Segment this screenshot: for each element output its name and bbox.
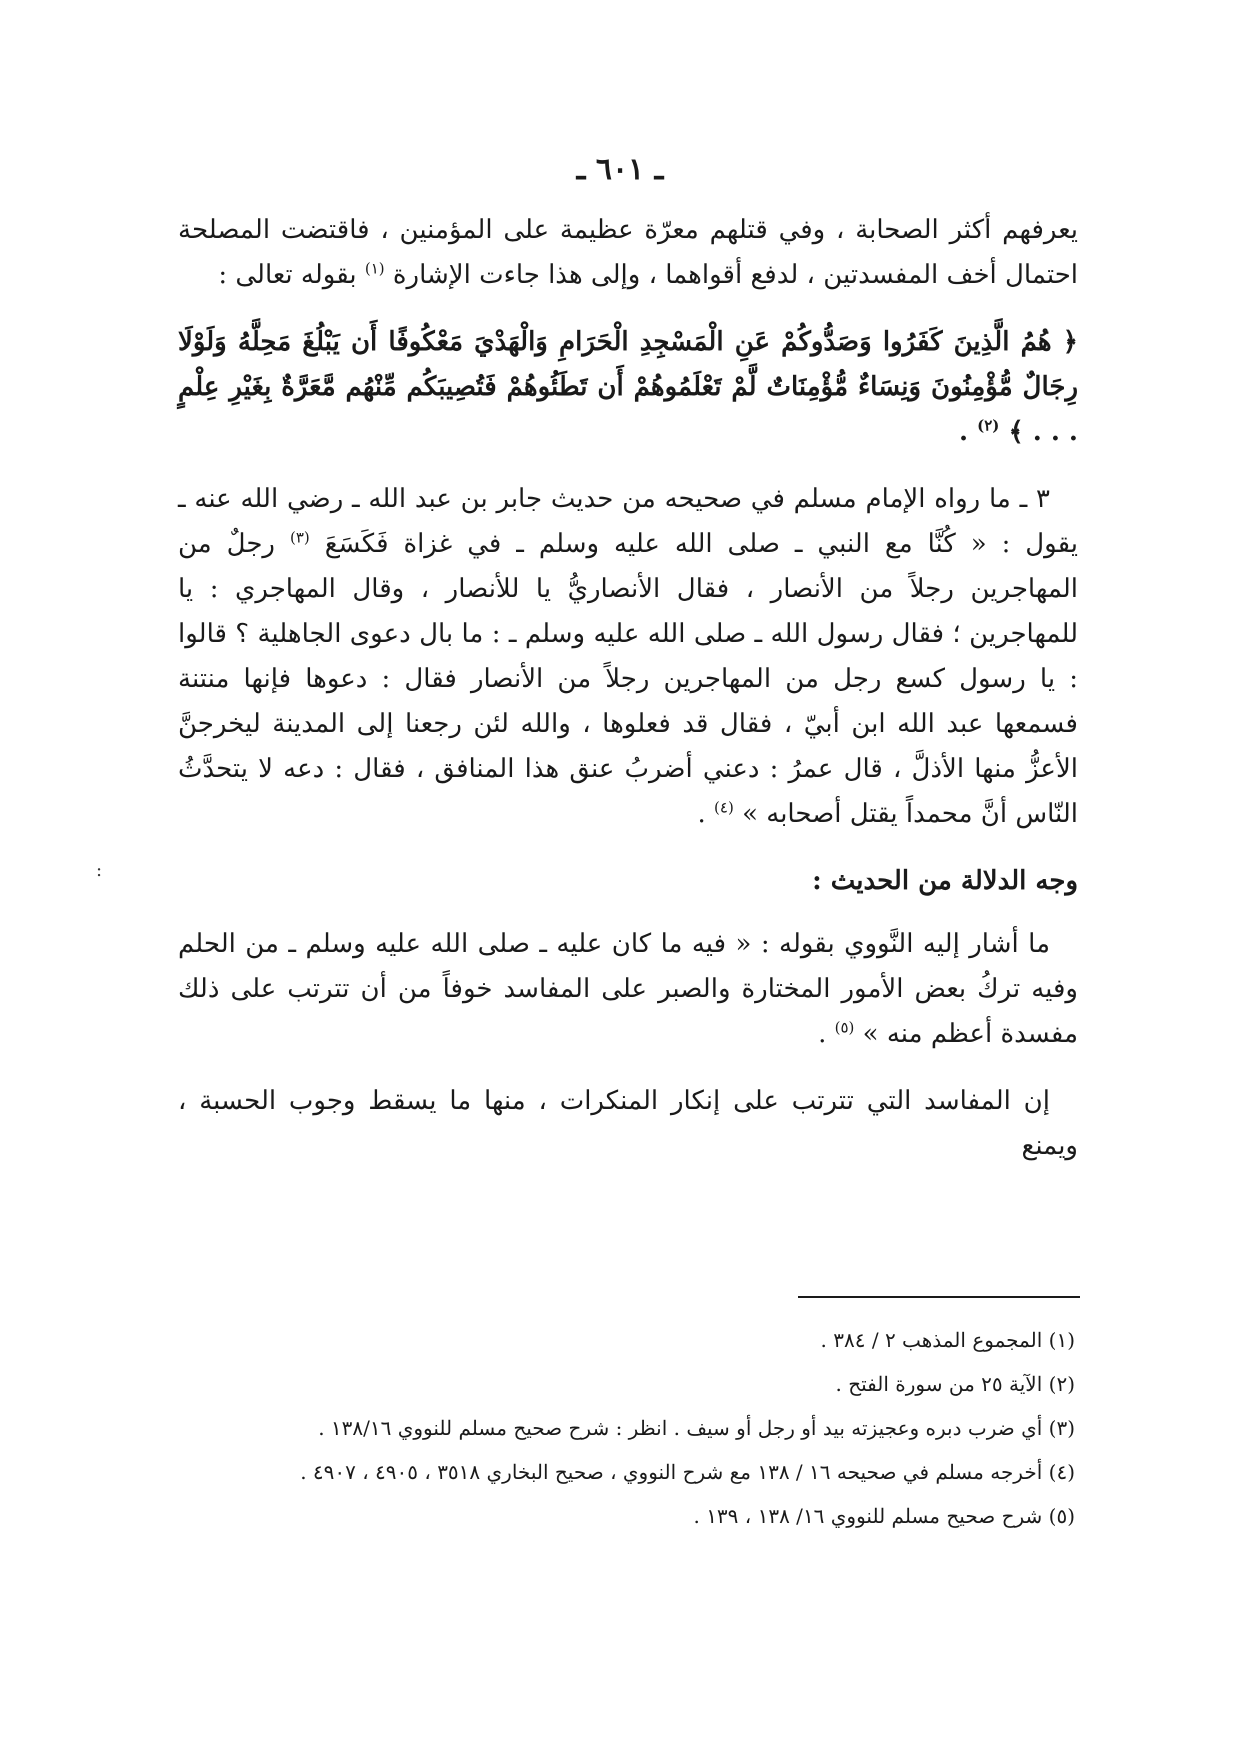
quran-verse-text: ﴿ هُمُ الَّذِينَ كَفَرُوا وَصَدُّوكُمْ عَنِ الْمَسْجِدِ الْحَرَامِ وَالْهَدْيَ مَعْكُوفًا أَن يَبْلُغَ مَحِلَّهُ وَلَوْلَا رِجَالٌ مُّؤْمِنُونَ وَنِسَاءٌ مُّؤْمِنَاتٌ لَّمْ تَعْلَمُوهُمْ أَن تَطَئُوهُمْ فَتُصِيبَكُم مِّنْهُم مَّعَرَّةٌ بِغَيْرِ عِلْمٍ . . . ﴾ — [178, 327, 1078, 447]
paragraph-4-text: ما أشار إليه النَّووي بقوله : « فيه ما كان عليه ـ صلى الله عليه وسلم ـ من الحلم وفيه تركُ بعض الأمور المختارة والصبر على المفاسد خوفاً من أن تترتب على ذلك مفسدة أعظم منه » — [178, 929, 1078, 1049]
paragraph-4-end: . — [818, 1019, 835, 1049]
paragraph-1 — [178, 208, 1078, 298]
footnote-4: (٤) أخرجه مسلم في صحيحه ١٦ / ١٣٨ مع شرح النووي ، صحيح البخاري ٣٥١٨ ، ٤٩٠٥ ، ٤٩٠٧ . — [300, 1460, 1075, 1484]
footnote-3: (٣) أي ضرب دبره وعجيزته بيد أو رجل أو سيف . انظر : شرح صحيح مسلم للنووي ١٣٨/١٦ . — [318, 1416, 1075, 1440]
footnote-ref-3: (٣) — [289, 528, 310, 547]
paragraph-3-middle: رجلٌ من المهاجرين رجلاً من الأنصار ، فقال الأنصاريُّ يا للأنصار ، وقال المهاجري : يا للمهاجرين ؛ فقال رسول الله ـ صلى الله عليه وسلم ـ : ما بال دعوى الجاهلية ؟ قالوا : يا رسول كسع رجل من المهاجرين رجلاً من الأنصار فقال : دعوها فإنها منتنة فسمعها عبد الله ابن أبيّ ، فقال قد فعلوها ، والله لئن رجعنا إلى المدينة ليخرجنَّ الأعزُّ منها الأذلَّ ، قال عمرُ : دعني أضربُ عنق هذا المنافق ، فقال : دعه لا يتحدَّثُ النّاس أنَّ محمداً يقتل أصحابه » — [178, 529, 1078, 829]
paragraph-1-end: بقوله تعالى : — [218, 260, 365, 290]
footnote-ref-2: (٢) — [977, 416, 1000, 435]
paragraph-5: إن المفاسد التي تترتب على إنكار المنكرات ، منها ما يسقط وجوب الحسبة ، ويمنع — [178, 1086, 1078, 1161]
paragraph-1-text: يعرفهم أكثر الصحابة ، وفي قتلهم معرّة عظيمة على المؤمنين ، فاقتضت المصلحة احتمال أخف المفسدتين ، لدفع أقواهما ، وإلى هذا جاءت الإشارة — [178, 215, 1078, 290]
quran-verse-end: . — [959, 417, 978, 447]
footnote-ref-5: (٥) — [834, 1018, 855, 1037]
main-text — [178, 208, 1078, 1191]
footnote-ref-4: (٤) — [714, 798, 734, 817]
page-number: ـ ٦٠١ ـ — [576, 152, 664, 187]
paragraph-4 — [178, 922, 1078, 1057]
paragraph-3-text: ٣ ـ ما رواه الإمام مسلم في صحيحه من حديث جابر بن عبد الله ـ رضي الله عنه ـ يقول : « كُنَّا مع النبي ـ صلى الله عليه وسلم ـ في غزاة فَكَسَعَ — [178, 484, 1078, 559]
quran-verse — [178, 320, 1078, 455]
footnotes — [205, 1318, 1075, 1538]
paragraph-3-end: . — [697, 799, 715, 829]
footnote-1: (١) المجموع المذهب ٢ / ٣٨٤ . — [820, 1328, 1075, 1352]
margin-mark: : — [96, 860, 103, 881]
footnote-divider — [798, 1296, 1080, 1298]
footnote-2: (٢) الآية ٢٥ من سورة الفتح . — [835, 1372, 1075, 1396]
footnote-5: (٥) شرح صحيح مسلم للنووي ١٦/ ١٣٨ ، ١٣٩ . — [693, 1504, 1075, 1528]
section-heading: وجه الدلالة من الحديث : — [812, 866, 1078, 896]
paragraph-3 — [178, 477, 1078, 837]
footnote-ref-1: (١) — [364, 259, 385, 278]
